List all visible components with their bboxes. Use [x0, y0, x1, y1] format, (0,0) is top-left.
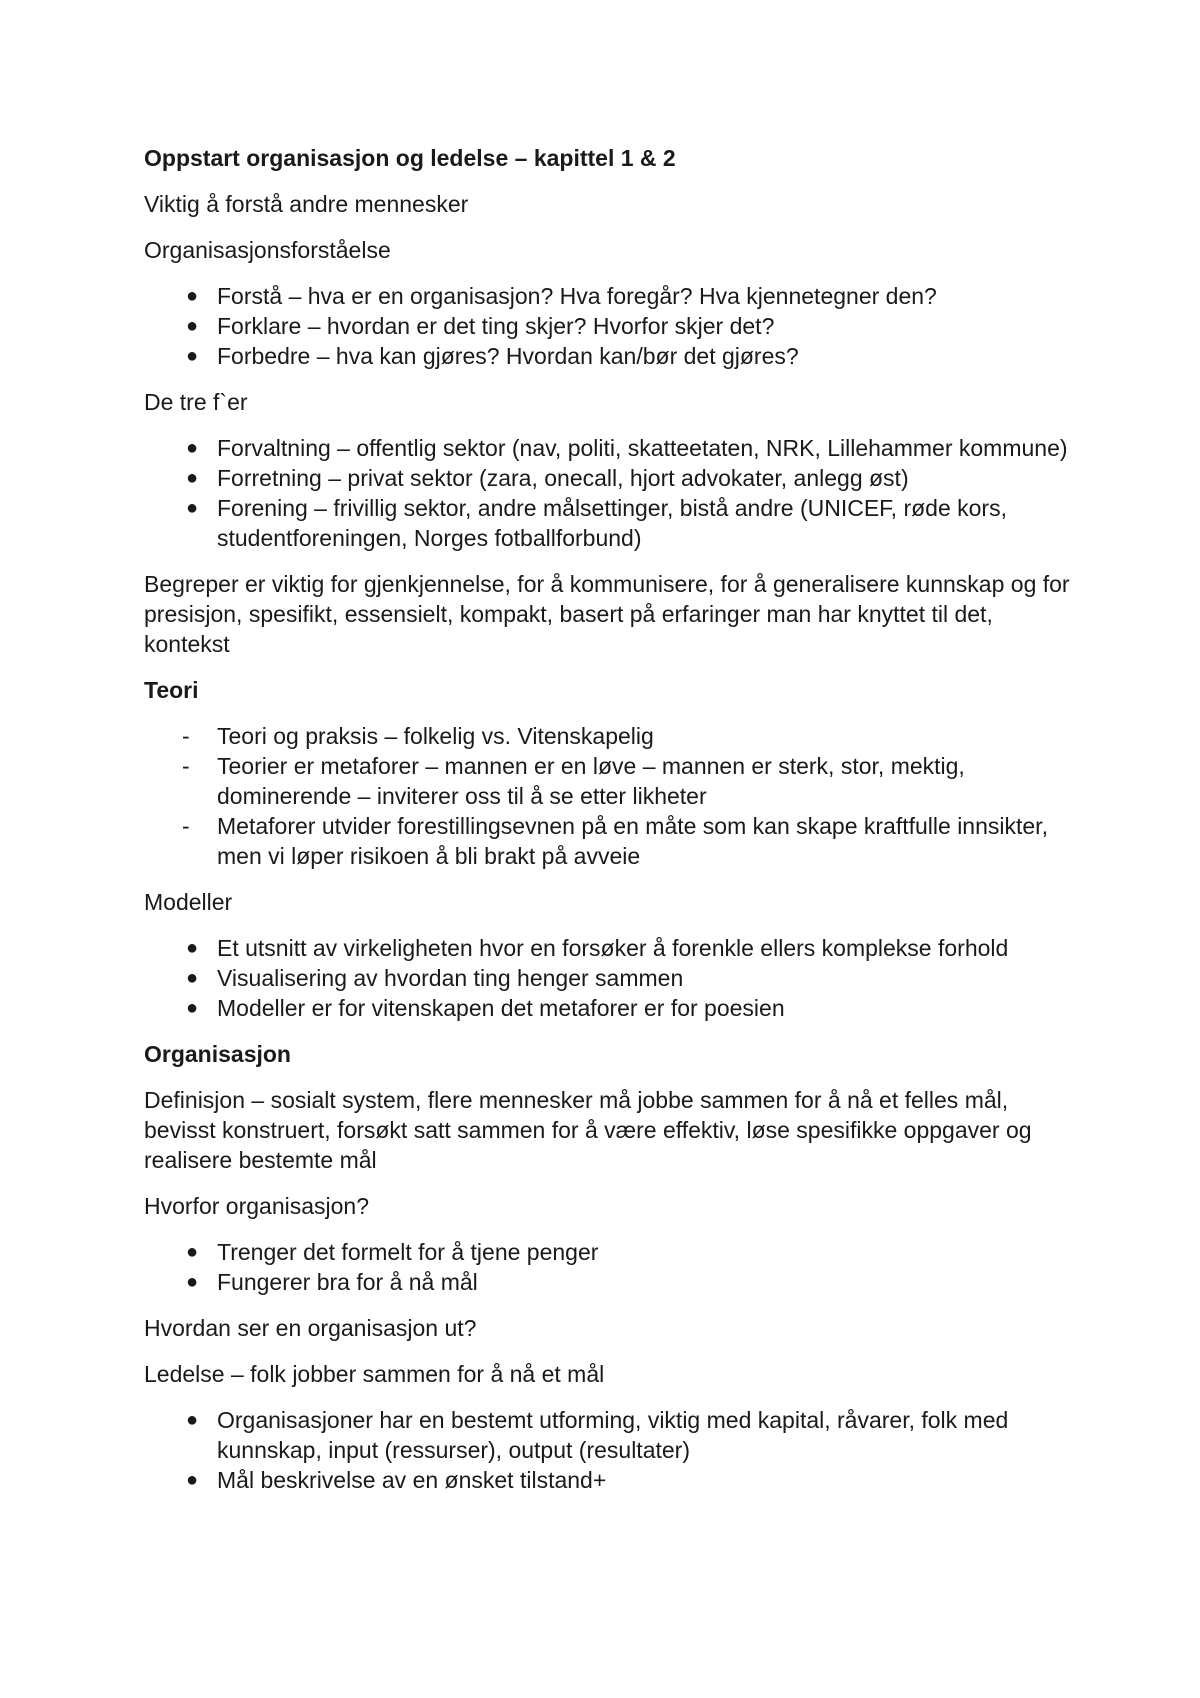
list-item: [144, 1267, 1074, 1297]
list-item: [144, 721, 1074, 751]
list-item-text: Modeller er for vitenskapen det metaforer er for poesien: [217, 995, 785, 1021]
list-item-text: Forstå – hva er en organisasjon? Hva foregår? Hva kjennetegner den?: [217, 283, 937, 309]
list-item: [144, 963, 1074, 993]
paragraph-ledelse: Ledelse – folk jobber sammen for å nå et mål: [144, 1361, 605, 1387]
list-item-text: Teorier er metaforer – mannen er en løve – mannen er sterk, stor, mektig, dominerende – inviterer oss til å se etter likheter: [217, 753, 965, 809]
list-item-text: Et utsnitt av virkeligheten hvor en forsøker å forenkle ellers komplekse forhold: [217, 935, 1009, 961]
list-item-text: Organisasjoner har en bestemt utforming, viktig med kapital, råvarer, folk med kunnskap, input (ressurser), output (resultater): [217, 1407, 1009, 1463]
list-item: [144, 281, 1074, 311]
list-item-text: Forbedre – hva kan gjøres? Hvordan kan/bør det gjøres?: [217, 343, 799, 369]
list-item: [144, 311, 1074, 341]
paragraph-hvorfor: Hvorfor organisasjon?: [144, 1193, 370, 1219]
paragraph-begreper: Begreper er viktig for gjenkjennelse, for å kommunisere, for å generalisere kunnskap og for presisjon, spesifikt, essensielt, kompakt, basert på erfaringer man har knyttet til det, kontekst: [144, 571, 1070, 657]
dash-icon: -: [182, 723, 190, 749]
bullet-icon: ●: [185, 967, 199, 989]
list-teori: [144, 721, 1074, 871]
heading-organisasjon: Organisasjon: [144, 1041, 291, 1067]
list-item-text: Visualisering av hvordan ting henger sammen: [217, 965, 684, 991]
list-item-text: Fungerer bra for å nå mål: [217, 1269, 478, 1295]
bullet-icon: ●: [185, 497, 199, 519]
bullet-icon: ●: [185, 437, 199, 459]
list-forstaelse: [144, 281, 1074, 371]
list-item-text: Teori og praksis – folkelig vs. Vitenskapelig: [217, 723, 654, 749]
list-item: [144, 751, 1074, 811]
bullet-icon: ●: [185, 1409, 199, 1431]
bullet-icon: ●: [185, 1469, 199, 1491]
bullet-icon: ●: [185, 1271, 199, 1293]
paragraph-definisjon: Definisjon – sosialt system, flere mennesker må jobbe sammen for å nå et felles mål, bevisst konstruert, forsøkt satt sammen for å være effektiv, løse spesifikke oppgaver og realisere bestemte mål: [144, 1087, 1032, 1173]
list-item-text: Forvaltning – offentlig sektor (nav, politi, skatteetaten, NRK, Lillehammer kommune): [217, 435, 1068, 461]
list-item: [144, 1405, 1074, 1465]
heading-teori: Teori: [144, 677, 199, 703]
list-item: [144, 933, 1074, 963]
list-item: [144, 993, 1074, 1023]
list-item: [144, 1465, 1074, 1495]
list-item: [144, 463, 1074, 493]
list-sektorer: [144, 433, 1074, 553]
list-item: [144, 811, 1074, 871]
bullet-icon: ●: [185, 315, 199, 337]
paragraph-viktig: Viktig å forstå andre mennesker: [144, 191, 469, 217]
list-hvorfor: [144, 1237, 1074, 1297]
list-item-text: Forening – frivillig sektor, andre målsettinger, bistå andre (UNICEF, røde kors, studentforeningen, Norges fotballforbund): [217, 495, 1007, 551]
document-title: Oppstart organisasjon og ledelse – kapittel 1 & 2: [144, 145, 676, 171]
list-item: [144, 433, 1074, 463]
dash-icon: -: [182, 813, 190, 839]
dash-icon: -: [182, 753, 190, 779]
list-item-text: Metaforer utvider forestillingsevnen på en måte som kan skape kraftfulle innsikter, men vi løper risikoen å bli brakt på avveie: [217, 813, 1048, 869]
list-item: [144, 493, 1074, 553]
list-item: [144, 1237, 1074, 1267]
bullet-icon: ●: [185, 937, 199, 959]
list-item: [144, 341, 1074, 371]
paragraph-organisasjonsforstaelse: Organisasjonsforståelse: [144, 237, 391, 263]
bullet-icon: ●: [185, 345, 199, 367]
list-item-text: Trenger det formelt for å tjene penger: [217, 1239, 599, 1265]
bullet-icon: ●: [185, 285, 199, 307]
bullet-icon: ●: [185, 1241, 199, 1263]
bullet-icon: ●: [185, 467, 199, 489]
paragraph-de-tre-f: De tre f`er: [144, 389, 248, 415]
list-item-text: Forretning – privat sektor (zara, onecall, hjort advokater, anlegg øst): [217, 465, 909, 491]
list-item-text: Forklare – hvordan er det ting skjer? Hvorfor skjer det?: [217, 313, 775, 339]
list-ledelse: [144, 1405, 1074, 1495]
bullet-icon: ●: [185, 997, 199, 1019]
paragraph-modeller: Modeller: [144, 889, 233, 915]
paragraph-hvordan: Hvordan ser en organisasjon ut?: [144, 1315, 477, 1341]
list-item-text: Mål beskrivelse av en ønsket tilstand+: [217, 1467, 607, 1493]
list-modeller: [144, 933, 1074, 1023]
document-content: [144, 143, 1074, 1511]
